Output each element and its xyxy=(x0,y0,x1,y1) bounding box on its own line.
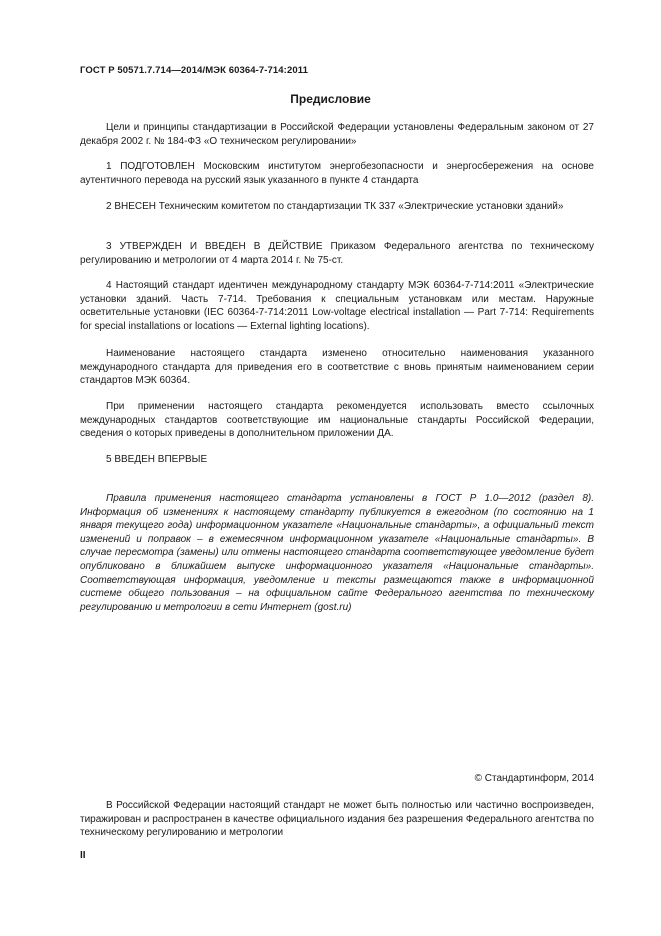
paragraph-2: 2 ВНЕСЕН Техническим комитетом по стандартизации ТК 337 «Электрические установки зданий» xyxy=(106,201,564,212)
paragraph-5: 5 ВВЕДЕН ВПЕРВЫЕ xyxy=(106,454,208,465)
paragraph-1: 1 ПОДГОТОВЛЕН Московским институтом энергобезопасности и энергосбережения на основе аутентичного перевода на русский язык указанного в пункте 4 стандарта xyxy=(80,161,594,186)
page-title: Предисловие xyxy=(290,92,371,106)
copyright: © Стандартинформ, 2014 xyxy=(474,773,594,784)
paragraph-name-change: Наименование настоящего стандарта изменено относительно наименования указанного международного стандарта для приведения его в соответствие с вновь принятым наименованием серии стандартов МЭК 60364. xyxy=(80,348,594,387)
footer-paragraph: В Российской Федерации настоящий стандарт не может быть полностью или частично воспроизведен, тиражирован и распространен в качестве официального издания без разрешения Федерального агентства по техническому регулированию и метрологии xyxy=(80,800,594,839)
paragraph-intro: Цели и принципы стандартизации в Российской Федерации установлены Федеральным законом от 27 декабря 2002 г. № 184-ФЗ «О техническом регулировании» xyxy=(80,122,594,147)
notice-paragraph: Правила применения настоящего стандарта установлены в ГОСТ Р 1.0—2012 (раздел 8). Информация об изменениях к настоящему стандарту публикуется в ежегодном (по состоянию на 1 января текущего года) информационном указателе «Национальные стандарты», а официальный текст изменений и поправок – в ежемесячном информационном указателе «Национальные стандарты». В случае пересмотра (замены) или отмены настоящего стандарта соответствующее уведомление будет опубликовано в ближайшем выпуске информационного указателя «Национальные стандарты». Соответствующая информация, уведомление и тексты размещаются также в информационной системе общего пользования – на официальном сайте Федерального агентства по техническому регулированию и метрологии в сети Интернет (gost.ru) xyxy=(80,493,594,613)
paragraph-3: 3 УТВЕРЖДЕН И ВВЕДЕН В ДЕЙСТВИЕ Приказом Федерального агентства по техническому регулированию и метрологии от 4 марта 2014 г. № 75-ст. xyxy=(80,241,594,266)
page-number: II xyxy=(80,850,86,861)
paragraph-references: При применении настоящего стандарта рекомендуется использовать вместо ссылочных международных стандартов соответствующие им национальные стандарты Российской Федерации, сведения о которых приведены в дополнительном приложении ДА. xyxy=(80,401,594,440)
standard-header: ГОСТ Р 50571.7.714—2014/МЭК 60364-7-714:2011 xyxy=(80,65,308,76)
paragraph-4: 4 Настоящий стандарт идентичен международному стандарту МЭК 60364-7-714:2011 «Электрические установки зданий. Часть 7-714. Требования к специальным установкам или местам. Наружные осветительные установки (IEC 60364-7-714:2011 Low-voltage electrical installation — Part 7-714: Requirements for special installations or locations — External lighting locations). xyxy=(80,280,594,332)
